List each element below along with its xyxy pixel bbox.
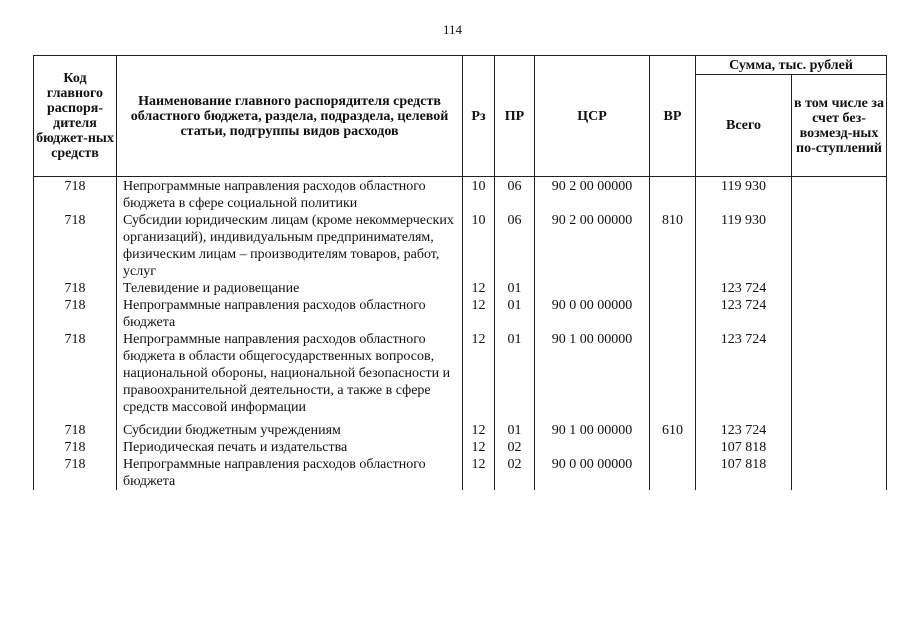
cell-rz: 10 [463,177,495,213]
cell-vr [650,280,696,297]
cell-rz: 12 [463,297,495,331]
cell-total: 123 724 [696,297,792,331]
cell-name: Непрограммные направления расходов областного бюджета в сфере социальной политики [117,177,463,213]
table-row [34,422,887,439]
cell-pr: 01 [495,280,535,297]
cell-name: Непрограммные направления расходов областного бюджета [117,456,463,490]
header-name: Наименование главного распорядителя средств областного бюджета, раздела, подраздела, целевой статьи, подгруппы видов расходов [117,56,463,177]
cell-code: 718 [34,177,117,213]
header-rz: Рз [463,56,495,177]
cell-total: 119 930 [696,212,792,280]
cell-rz: 12 [463,280,495,297]
cell-code: 718 [34,331,117,422]
page-number: 114 [442,22,463,37]
table-row [34,297,887,331]
cell-pr: 01 [495,331,535,422]
cell-name: Субсидии юридическим лицам (кроме некоммерческих организаций), индивидуальным предпринимателям, физическим лицам – производителям товаров, работ, услуг [117,212,463,280]
cell-vr: 810 [650,212,696,280]
table-row [34,439,887,456]
cell-code: 718 [34,297,117,331]
cell-pr: 06 [495,177,535,213]
table-row [34,177,887,213]
cell-name: Периодическая печать и издательства [117,439,463,456]
cell-code: 718 [34,439,117,456]
cell-vr [650,439,696,456]
cell-pr: 01 [495,422,535,439]
cell-vr: 610 [650,422,696,439]
header-vr: ВР [650,56,696,177]
cell-total: 107 818 [696,439,792,456]
cell-csr: 90 1 00 00000 [535,422,650,439]
budget-table [33,55,887,490]
cell-name: Телевидение и радиовещание [117,280,463,297]
table-header [34,56,887,177]
cell-total: 123 724 [696,422,792,439]
cell-name: Субсидии бюджетным учреждениям [117,422,463,439]
cell-free [792,212,887,280]
cell-free [792,280,887,297]
header-csr: ЦСР [535,56,650,177]
cell-pr: 02 [495,439,535,456]
cell-name: Непрограммные направления расходов областного бюджета [117,297,463,331]
cell-code: 718 [34,212,117,280]
cell-csr: 90 2 00 00000 [535,212,650,280]
cell-vr [650,297,696,331]
cell-total: 123 724 [696,280,792,297]
cell-free [792,456,887,490]
header-code: Код главного распоря-дителя бюджет-ных средств [34,56,117,177]
cell-code: 718 [34,422,117,439]
cell-code: 718 [34,280,117,297]
cell-csr: 90 1 00 00000 [535,331,650,422]
table-row [34,280,887,297]
cell-vr [650,331,696,422]
cell-csr: 90 0 00 00000 [535,297,650,331]
cell-csr [535,439,650,456]
cell-pr: 06 [495,212,535,280]
table-body [34,177,887,491]
cell-free [792,177,887,213]
cell-rz: 12 [463,439,495,456]
table-row [34,456,887,490]
cell-csr: 90 0 00 00000 [535,456,650,490]
cell-total: 119 930 [696,177,792,213]
table-row [34,331,887,422]
cell-total: 123 724 [696,331,792,422]
cell-vr [650,456,696,490]
cell-csr [535,280,650,297]
cell-code: 718 [34,456,117,490]
cell-total: 107 818 [696,456,792,490]
cell-vr [650,177,696,213]
cell-pr: 02 [495,456,535,490]
header-sum: Сумма, тыс. рублей [696,56,887,75]
cell-free [792,331,887,422]
table-row [34,212,887,280]
cell-rz: 10 [463,212,495,280]
cell-rz: 12 [463,422,495,439]
cell-name: Непрограммные направления расходов областного бюджета в области общегосударственных вопросов, национальной обороны, национальной безопасности и правоохранительной деятельности, а также в сфере средств массовой информации [117,331,463,422]
header-pr: ПР [495,56,535,177]
header-total: Всего [696,75,792,177]
cell-free [792,297,887,331]
cell-pr: 01 [495,297,535,331]
cell-free [792,439,887,456]
cell-rz: 12 [463,456,495,490]
cell-rz: 12 [463,331,495,422]
cell-csr: 90 2 00 00000 [535,177,650,213]
cell-free [792,422,887,439]
header-free: в том числе за счет без-возмезд-ных по-ступлений [792,75,887,177]
